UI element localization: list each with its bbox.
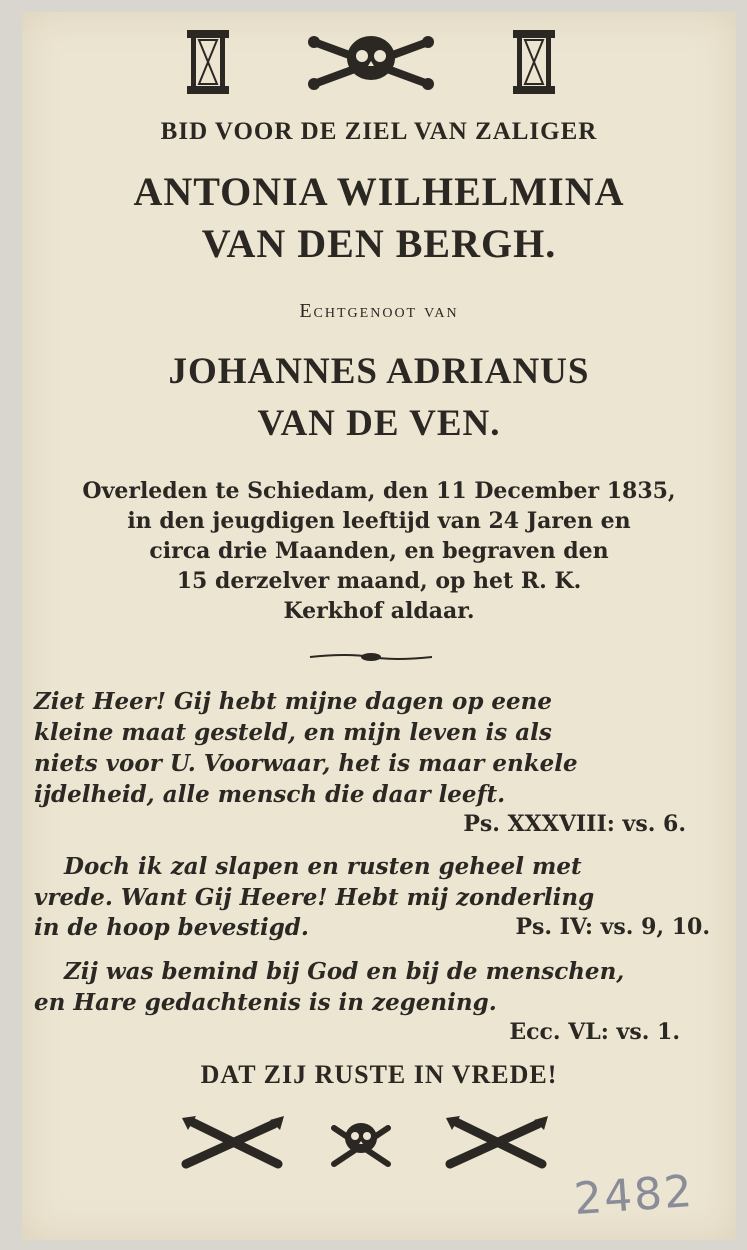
deceased-name-line2: VAN DEN BERGH. (201, 221, 557, 266)
verse1-line: kleine maat gesteld, en mijn leven is als (34, 719, 552, 746)
hourglass-icon (511, 28, 557, 96)
details-line: in den jeugdigen leeftijd van 24 Jaren en (127, 508, 631, 534)
closing-line: DAT ZIJ RUSTE IN VREDE! (200, 1060, 558, 1089)
verse3-line: Zij was bemind bij God en bij de menschen, (64, 958, 625, 985)
verse1-line: Ziet Heer! Gij hebt mijne dagen op eene (34, 688, 553, 715)
verse3-line: en Hare gedachtenis is in zegening. (34, 989, 497, 1016)
spouse-label: Echtgenoot van (299, 300, 459, 322)
skull-crossbones-icon (328, 1114, 394, 1170)
archive-number: 2482 (572, 1165, 696, 1226)
verse2-reference: Ps. IV: vs. 9, 10. (515, 914, 710, 940)
invocation: BID VOOR DE ZIEL VAN ZALIGER (160, 118, 598, 145)
skull-crossbones-icon (306, 28, 436, 94)
crossed-torches-icon (178, 1114, 288, 1172)
spouse-name-line1: JOHANNES ADRIANUS (168, 351, 590, 392)
deceased-name-line1: ANTONIA WILHELMINA (133, 169, 625, 214)
verse3-reference: Ecc. VL: vs. 1. (509, 1019, 680, 1045)
details-line: 15 derzelver maand, op het R. K. (176, 568, 582, 594)
spouse-name-line2: VAN DE VEN. (257, 403, 501, 444)
details-line: Overleden te Schiedam, den 11 December 1835, (82, 478, 676, 504)
details-line: Kerkhof aldaar. (283, 598, 475, 624)
verse1-line: ijdelheid, alle mensch die daar leeft. (34, 781, 506, 808)
details-line: circa drie Maanden, en begraven den (149, 538, 609, 564)
memorial-card (22, 12, 736, 1240)
verse2-line: Doch ik zal slapen en rusten geheel met (64, 853, 582, 880)
verse1-line: niets voor U. Voorwaar, het is maar enkele (34, 750, 578, 777)
hourglass-icon (185, 28, 231, 96)
crossed-torches-icon (442, 1114, 552, 1172)
verse2-line: vrede. Want Gij Heere! Hebt mij zonderling (34, 884, 595, 911)
divider-ornament-icon (308, 650, 434, 664)
verse2-last-line: in de hoop bevestigd. Ps. IV: vs. 9, 10. (34, 914, 710, 941)
verse1-reference: Ps. XXXVIII: vs. 6. (463, 811, 686, 837)
